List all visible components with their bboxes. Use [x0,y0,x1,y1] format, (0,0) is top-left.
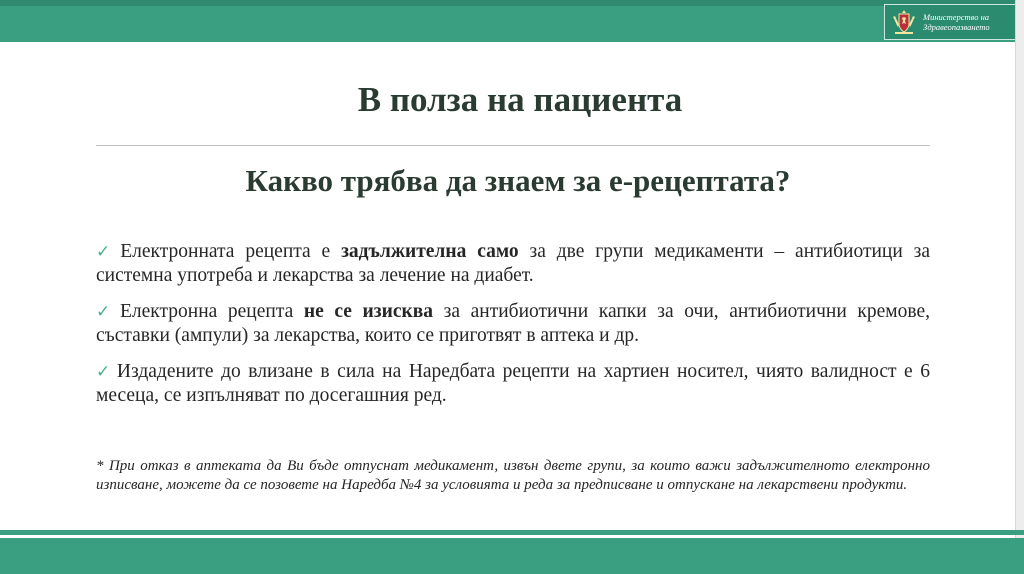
title-divider [96,145,930,146]
ministry-name-line1: Министерство на [923,12,990,22]
header-band [0,0,1024,42]
ministry-logo [884,4,1016,40]
slide-subtitle: Какво трябва да знаем за е-рецептата? [245,163,791,198]
bullet-item [96,360,930,408]
bulgarian-coat-of-arms-icon [891,8,917,36]
bullet-emphasis: задължителна само [341,241,519,262]
slide-title: В полза на пациента [357,80,683,119]
footnote: * При отказ в аптеката да Ви бъде отпуснат медикамент, извън двете групи, за които важи задължителното електронно изписване, можете да се позовете на Наредба №4 за условията и реда за предписване и отпускане на лекарствени продукти. [96,458,930,493]
bullet-list [96,240,930,420]
checkmark-icon: ✓ [96,242,117,262]
header-band-accent [0,0,1024,6]
bullet-text: за две групи медикаменти – антибиотици за системна употреба и лекарства за лечение на диабет. [96,241,930,286]
ministry-name-line2: Здравеопазването [923,22,990,32]
checkmark-icon: ✓ [96,302,116,322]
bullet-emphasis: не се изисква [303,301,434,322]
ministry-name [923,12,990,32]
bullet-text: за антибиотични капки за очи, антибиотични кремове, съставки (ампули) за лекарства, които се приготвят в аптека и др. [96,301,930,346]
bullet-item [96,300,930,348]
bullet-text: Електронната рецепта е [120,241,342,262]
checkmark-icon: ✓ [96,362,113,382]
bullet-text: Издадените до влизане в сила на Наредбата рецепти на хартиен носител, чиято валидност е 6 месеца, се изпълняват по досегашния ред. [96,361,930,406]
bullet-text: Електронна рецепта [119,301,304,322]
footer-band-accent [0,530,1024,535]
footer-band [0,538,1024,574]
bullet-item [96,240,930,288]
